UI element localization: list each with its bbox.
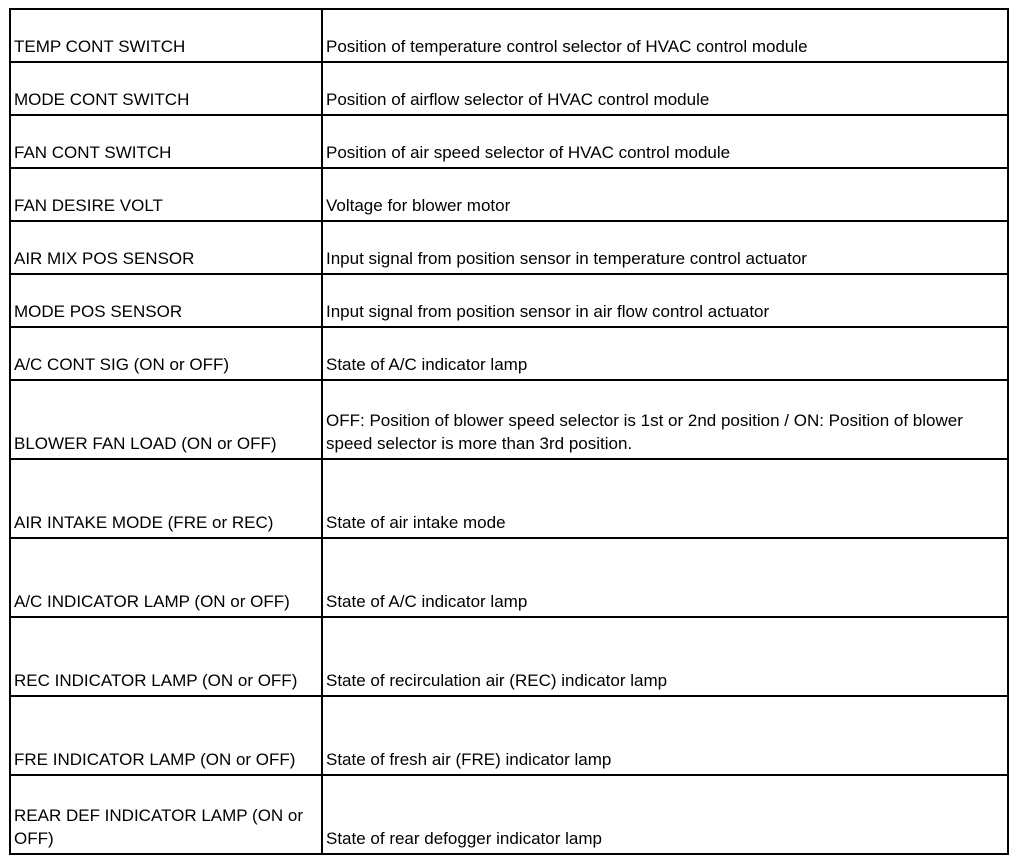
table-row	[10, 775, 1008, 854]
table-row	[10, 380, 1008, 459]
item-description-cell: State of air intake mode	[322, 459, 1008, 538]
item-name-cell: FAN DESIRE VOLT	[10, 168, 322, 221]
item-description-cell: Position of air speed selector of HVAC control module	[322, 115, 1008, 168]
item-name-cell: MODE POS SENSOR	[10, 274, 322, 327]
item-name-cell: AIR INTAKE MODE (FRE or REC)	[10, 459, 322, 538]
table-row	[10, 221, 1008, 274]
table-row	[10, 62, 1008, 115]
item-description-cell: Voltage for blower motor	[322, 168, 1008, 221]
table-row	[10, 538, 1008, 617]
item-name-cell: TEMP CONT SWITCH	[10, 9, 322, 62]
item-name-cell: MODE CONT SWITCH	[10, 62, 322, 115]
item-description-cell: State of fresh air (FRE) indicator lamp	[322, 696, 1008, 775]
table-row	[10, 327, 1008, 380]
item-description-cell: Position of temperature control selector of HVAC control module	[322, 9, 1008, 62]
table-row	[10, 115, 1008, 168]
table-row	[10, 168, 1008, 221]
item-name-cell: REC INDICATOR LAMP (ON or OFF)	[10, 617, 322, 696]
item-description-cell: OFF: Position of blower speed selector is 1st or 2nd position / ON: Position of blower speed selector is more than 3rd position.	[322, 380, 1008, 459]
item-name-cell: A/C CONT SIG (ON or OFF)	[10, 327, 322, 380]
table-row	[10, 696, 1008, 775]
monitor-items-table	[9, 8, 1009, 855]
item-description-cell: State of recirculation air (REC) indicator lamp	[322, 617, 1008, 696]
item-description-cell: State of A/C indicator lamp	[322, 538, 1008, 617]
item-name-cell: BLOWER FAN LOAD (ON or OFF)	[10, 380, 322, 459]
table-row	[10, 9, 1008, 62]
table-row	[10, 274, 1008, 327]
item-name-cell: AIR MIX POS SENSOR	[10, 221, 322, 274]
table-row	[10, 617, 1008, 696]
table-row	[10, 459, 1008, 538]
item-description-cell: Input signal from position sensor in air flow control actuator	[322, 274, 1008, 327]
item-description-cell: State of rear defogger indicator lamp	[322, 775, 1008, 854]
item-description-cell: State of A/C indicator lamp	[322, 327, 1008, 380]
item-description-cell: Input signal from position sensor in temperature control actuator	[322, 221, 1008, 274]
item-name-cell: REAR DEF INDICATOR LAMP (ON or OFF)	[10, 775, 322, 854]
item-description-cell: Position of airflow selector of HVAC control module	[322, 62, 1008, 115]
item-name-cell: A/C INDICATOR LAMP (ON or OFF)	[10, 538, 322, 617]
item-name-cell: FRE INDICATOR LAMP (ON or OFF)	[10, 696, 322, 775]
item-name-cell: FAN CONT SWITCH	[10, 115, 322, 168]
